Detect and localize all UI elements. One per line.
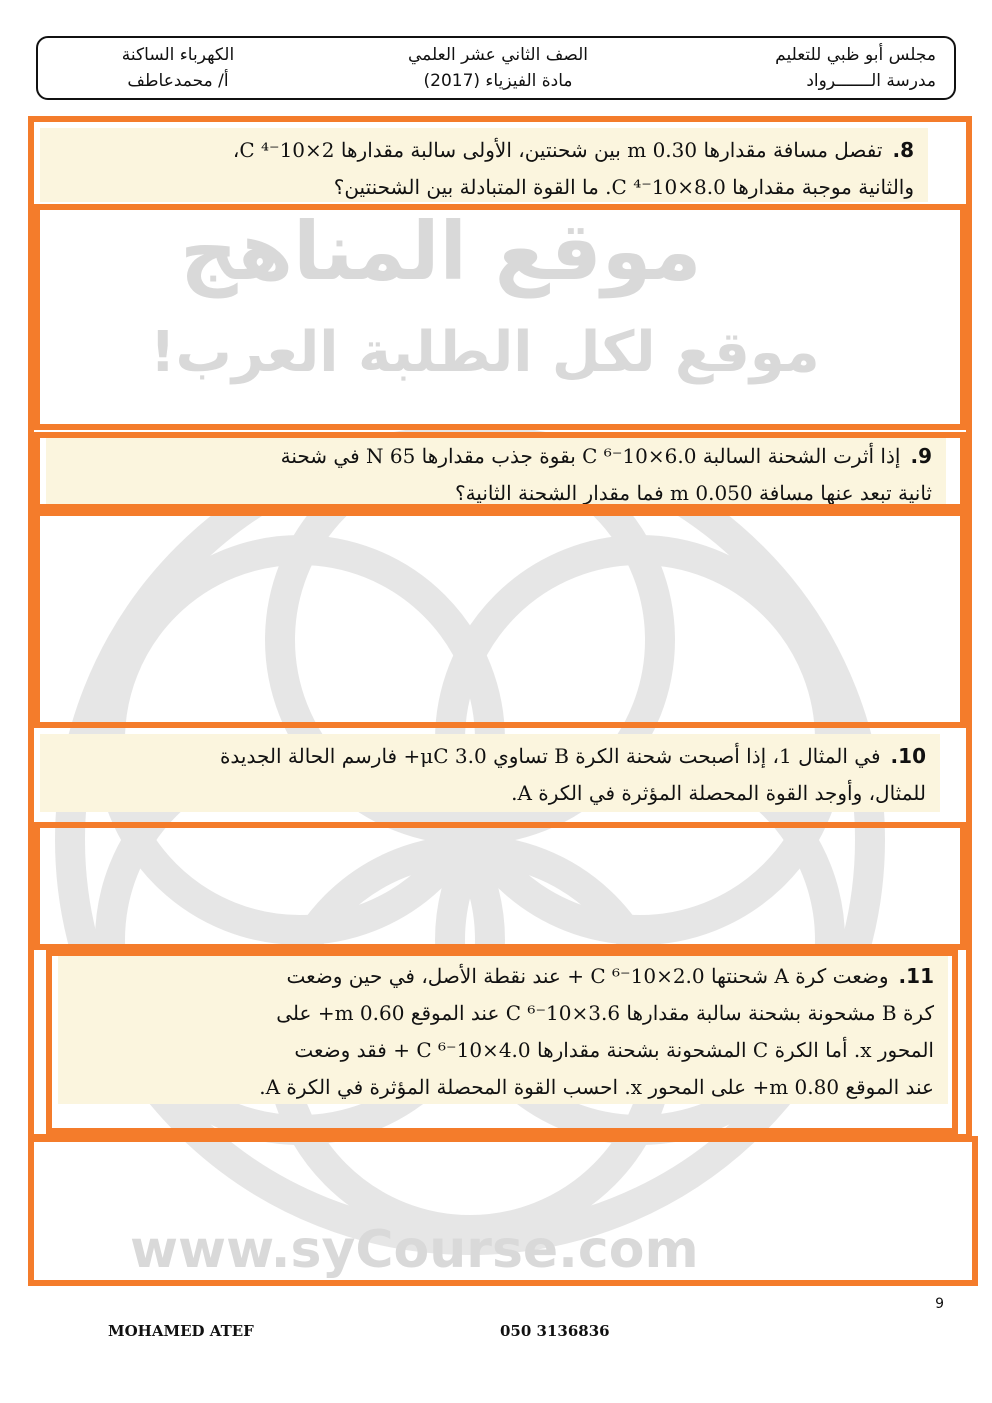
header-council: مجلس أبو ظبي للتعليم	[775, 45, 936, 65]
question-number: 8.	[892, 138, 914, 162]
question-8	[40, 128, 928, 202]
question-9-frame	[34, 432, 966, 510]
question-text: للمثال، وأوجد القوة المحصلة المؤثرة في الكرة A.	[511, 781, 926, 805]
page-number: 9	[935, 1296, 944, 1312]
answer-box-9[interactable]	[34, 510, 966, 728]
question-text: كرة B مشحونة بشحنة سالبة مقدارها 3.6×10⁻⁶ C عند الموقع 0.60 m+ على	[276, 1001, 934, 1025]
question-text: ثانية تبعد عنها مسافة 0.050 m فما مقدار الشحنة الثانية؟	[454, 481, 932, 505]
footer-phone: 050 3136836	[500, 1322, 610, 1340]
question-text: في المثال 1، إذا أصبحت شحنة الكرة B تساوي 3.0 μC+ فارسم الحالة الجديدة	[219, 744, 881, 768]
header-school: مدرسة الـــــــرواد	[806, 71, 936, 91]
answer-box-10[interactable]	[34, 822, 966, 950]
watermark-title: موقع المناهج	[180, 205, 702, 298]
question-number: 10.	[890, 744, 926, 768]
watermark-subtitle: موقع لكل الطلبة العرب!	[150, 320, 820, 385]
question-text: المحور x. أما الكرة C المشحونة بشحنة مقدارها 4.0×10⁻⁶ C + فقد وضعت	[294, 1038, 934, 1062]
question-text: تفصل مسافة مقدارها 0.30 m بين شحنتين، الأولى سالبة مقدارها 2×10⁻⁴ C،	[232, 138, 883, 162]
answer-box-11[interactable]	[28, 1136, 978, 1286]
question-11-frame	[46, 950, 958, 1134]
header-topic: الكهرباء الساكنة	[121, 45, 235, 65]
answer-box-8[interactable]	[34, 204, 966, 430]
watermark-url: www.syCourse.com	[130, 1220, 699, 1280]
header-teacher: أ/ محمدعاطف	[127, 71, 229, 91]
question-text: إذا أثرت الشحنة السالبة 6.0×10⁻⁶ C بقوة جذب مقدارها 65 N في شحنة	[280, 444, 901, 468]
footer-author: MOHAMED ATEF	[108, 1322, 254, 1340]
header-subject: مادة الفيزياء (2017)	[423, 71, 573, 91]
page-header	[36, 36, 956, 100]
header-grade: الصف الثاني عشر العلمي	[408, 45, 588, 65]
question-text: وضعت كرة A شحنتها 2.0×10⁻⁶ C + عند نقطة الأصل، في حين وضعت	[286, 964, 889, 988]
question-text: عند الموقع 0.80 m+ على المحور x. احسب القوة المحصلة المؤثرة في الكرة A.	[259, 1075, 934, 1099]
question-number: 11.	[898, 964, 934, 988]
question-10	[40, 734, 940, 812]
question-text: والثانية موجبة مقدارها 8.0×10⁻⁴ C. ما القوة المتبادلة بين الشحنتين؟	[333, 175, 914, 199]
question-number: 9.	[910, 444, 932, 468]
